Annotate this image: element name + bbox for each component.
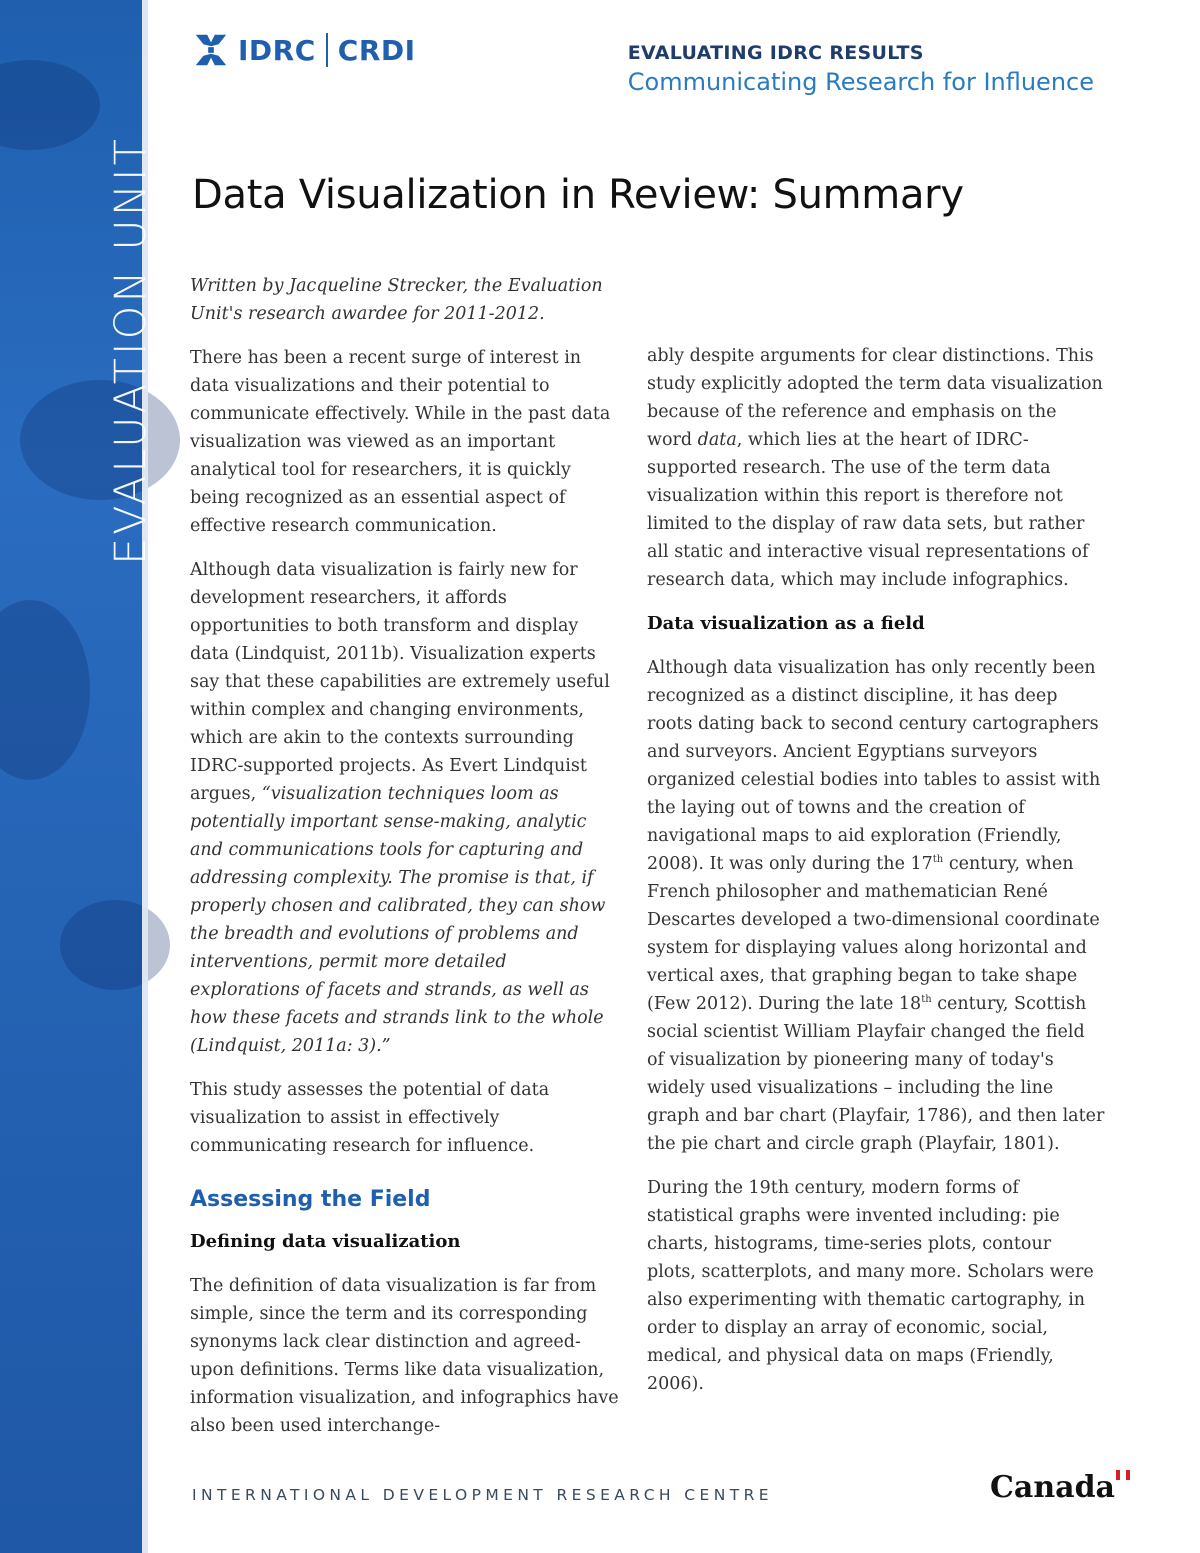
paragraph: The definition of data visualization is far from simple, since the term and its corresponding synonyms lack clear distinction and agreed-upon definitions. Terms like data visualization, information visualization, and infographics have also been used interchange- [190, 1276, 619, 1436]
canada-wordmark [990, 1470, 1130, 1505]
section-heading: Assessing the Field [190, 1187, 431, 1212]
subsection-heading: Defining data visualization [190, 1231, 461, 1252]
series-header [628, 42, 1094, 96]
left-column [190, 272, 620, 1456]
superscript: th [921, 994, 932, 1006]
paragraph: There has been a recent surge of interest in data visualizations and their potential to communicate effectively. While in the past data visualization was viewed as an important analytical tool for researchers, it is quickly being recognized as an essential aspect of effective research communication. [190, 348, 611, 536]
right-column [647, 342, 1105, 1414]
quotation: “visualization techniques loom as potentially important sense-making, analytic and communications tools for capturing and addressing complexity. The promise is that, if properly chosen and calibrated, they can show the breadth and evolutions of problems and interventions, permit more detailed explorations of facets and strands, as well as how these facets and strands link to the whole (Lindquist, 2011a: 3).” [190, 784, 606, 1056]
sidebar-band [0, 0, 156, 1553]
subsection-heading: Data visualization as a field [647, 613, 925, 634]
idrc-emblem-icon [192, 31, 230, 69]
logo-divider [326, 33, 328, 67]
superscript: th [932, 854, 944, 866]
series-kicker: EVALUATING IDRC RESULTS [627, 42, 924, 64]
paragraph-text: century, Scottish social scientist William Playfair changed the field of visualization by pioneering many of today's widely used visualizations – including the line graph and bar chart (Playfair, 1786), and then later the pie chart and circle graph (Playfair, 1801). [647, 994, 1105, 1154]
paragraph: This study assesses the potential of data visualization to assist in effectively communicating research for influence. [190, 1080, 550, 1156]
paragraph [647, 342, 1105, 594]
paragraph [647, 654, 1105, 1158]
flag-icon [1116, 1470, 1130, 1480]
series-subtitle: Communicating Research for Influence [627, 68, 1094, 96]
idrc-logo [192, 30, 416, 70]
map-shape [60, 900, 170, 990]
paragraph-text: Although data visualization is fairly new for development researchers, it affords opportunities to both transform and display data (Lindquist, 2011b). Visualization experts say that these capabilities are extremely useful within complex and changing environments, which are akin to the contexts surrounding IDRC-supported projects. As Evert Lindquist argues, [190, 560, 610, 804]
logo-idrc-text: IDRC [238, 33, 316, 67]
paragraph-text: ably despite arguments for clear distinctions. This study explicitly adopted the term data visualization because of the reference and emphasis on the word [647, 346, 1103, 450]
byline: Written by Jacqueline Strecker, the Evaluation Unit's research awardee for 2011-2012. [190, 276, 603, 324]
paragraph [190, 556, 620, 1060]
page-title: Data Visualization in Review: Summary [192, 172, 964, 218]
logo-crdi-text: CRDI [337, 33, 416, 67]
paragraph: During the 19th century, modern forms of statistical graphs were invented including: pie charts, histograms, time-series plots, contour plots, scatterplots, and many more. Scholars were also experimenting with thematic cartography, in order to display an array of economic, social, medical, and physical data on maps (Friendly, 2006). [647, 1178, 1094, 1394]
map-shape [0, 600, 90, 780]
paragraph-text: century, when French philosopher and mathematician René Descartes developed a two-dimensional coordinate system for displaying values along horizontal and vertical axes, that graphing began to take shape (Few 2012). During the late 18 [647, 854, 1100, 1014]
emphasis: data [697, 430, 737, 450]
paragraph-text: Although data visualization has only recently been recognized as a distinct discipline, it has deep roots dating back to second century cartographers and surveyors. Ancient Egyptians surveyors organized celestial bodies into tables to assist with the laying out of towns and the creation of navigational maps to aid exploration (Friendly, 2008). It was only during the 17 [647, 658, 1101, 874]
map-shape [0, 60, 100, 150]
paragraph-text: , which lies at the heart of IDRC-supported research. The use of the term data visualization within this report is therefore not limited to the display of raw data sets, but rather all static and interactive visual representations of research data, which may include infographics. [647, 430, 1089, 590]
sidebar-label: EVALUATION UNIT [106, 136, 156, 565]
map-shape [20, 380, 180, 500]
footer-org-name: INTERNATIONAL DEVELOPMENT RESEARCH CENTRE [192, 1486, 773, 1504]
canada-wordmark-text: Canada [990, 1470, 1115, 1505]
